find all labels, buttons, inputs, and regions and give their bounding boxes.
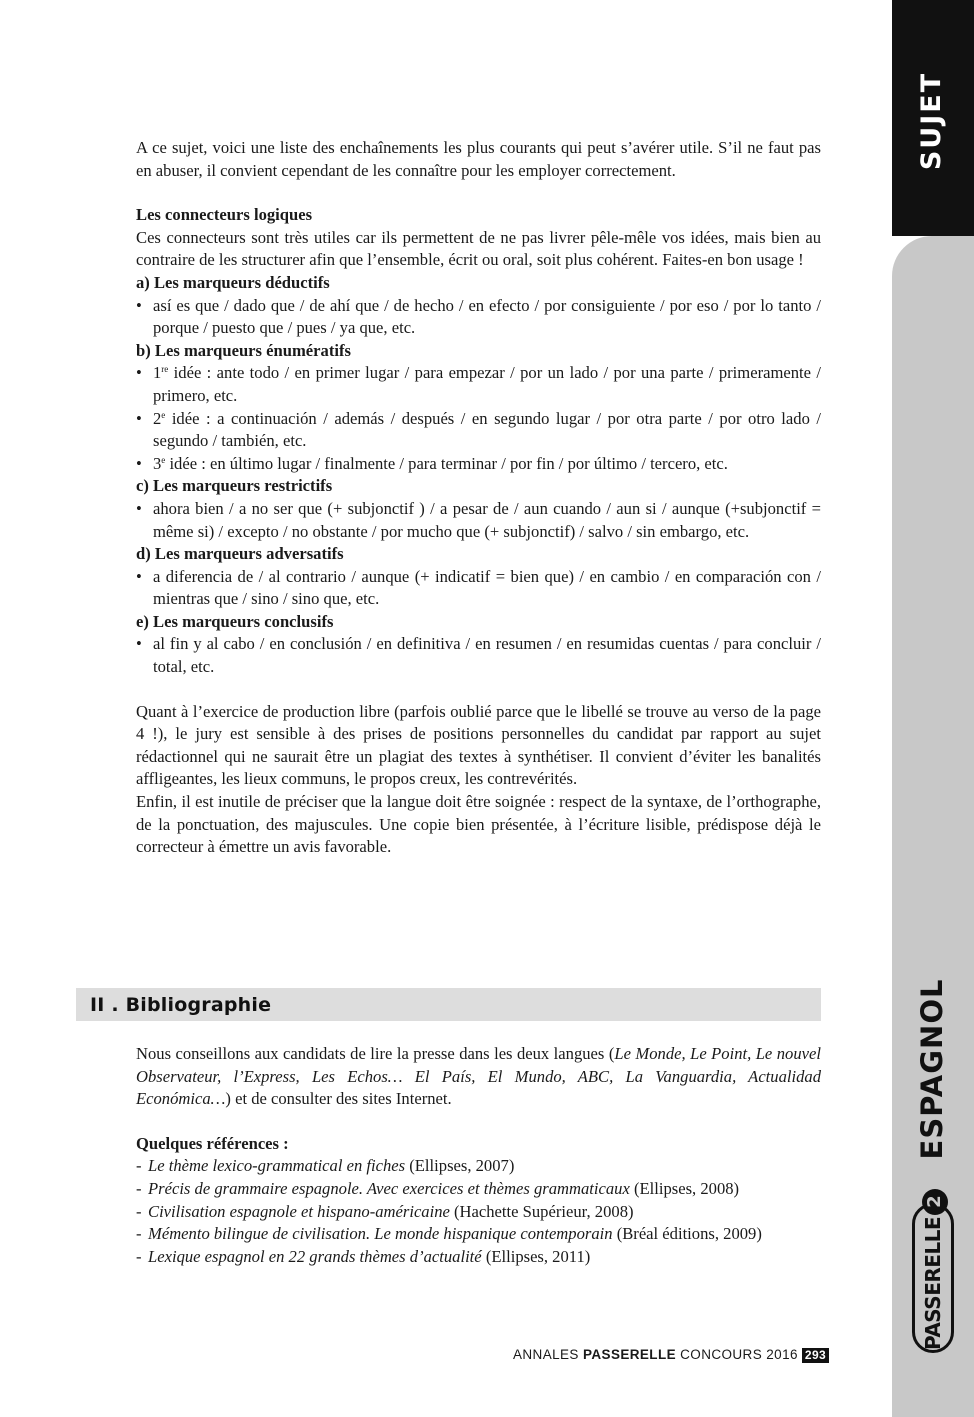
- sidebar-subject-label: ESPAGNOL: [915, 978, 949, 1160]
- connecteurs-paragraph: Ces connecteurs sont très utiles car ils permettent de ne pas livrer pêle-mêle vos idées, mais bien au contraire de les structurer afin que l’ensemble, écrit ou oral, soit plus cohérent. Faites-en bon usage !: [136, 227, 821, 270]
- main-text: [136, 137, 821, 859]
- connecteurs-heading: Les connecteurs logiques: [136, 205, 313, 225]
- adversatifs-heading: d) Les marqueurs adversatifs: [136, 544, 344, 564]
- bibliography: [136, 1043, 821, 1268]
- list-item: • así es que / dado que / de ahí que / de hecho / en efecto / por consiguiente / por eso / por lo tanto / porque / puesto que / pues / ya que, etc.: [136, 295, 821, 340]
- reference-item: - Précis de grammaire espagnole. Avec exercices et thèmes grammaticaux (Ellipses, 2008): [136, 1178, 740, 1198]
- page-number: 293: [802, 1348, 829, 1363]
- logo-number: 2: [922, 1189, 948, 1215]
- list-item: • ahora bien / a no ser que (+ subjonctif ) / a pesar de / aun cuando / aun si / aunque (+subjonctif = même si) / excepto / no obstante / por mucho que (+ subjonctif) / salvo / sin embargo, etc.: [136, 498, 821, 543]
- logo-text: PASSERELLE: [921, 1216, 945, 1350]
- biblio-intro: Nous conseillons aux candidats de lire la presse dans les deux langues (Le Monde, Le Point, Le nouvel Observateur, l’Express, Les Echos… El País, El Mundo, ABC, La Vanguardia, Actualidad Económica…) et de consulter des sites Internet.: [136, 1044, 821, 1109]
- reference-item: - Lexique espagnol en 22 grands thèmes d’actualité (Ellipses, 2011): [136, 1246, 591, 1266]
- references-heading: Quelques références :: [136, 1133, 289, 1153]
- list-item: • a diferencia de / al contrario / aunque (+ indicatif = bien que) / en cambio / en comparación con / mientras que / sino / sino que, etc.: [136, 566, 821, 611]
- reference-item: - Le thème lexico-grammatical en fiches (Ellipses, 2007): [136, 1156, 515, 1176]
- list-item: • 2e idée : a continuación / además / después / en segundo lugar / por otra parte / por otro lado / segundo / también, etc.: [136, 408, 821, 453]
- list-item: • al fin y al cabo / en conclusión / en definitiva / en resumen / en resumidas cuentas / para concluir / total, etc.: [136, 633, 821, 678]
- passerelle-logo: [912, 1195, 954, 1353]
- conclusifs-heading: e) Les marqueurs conclusifs: [136, 611, 334, 631]
- list-item: • 3e idée : en último lugar / finalmente / para terminar / por fin / por último / tercero, etc.: [136, 453, 821, 476]
- reference-item: - Civilisation espagnole et hispano-américaine (Hachette Supérieur, 2008): [136, 1201, 634, 1221]
- list-item: • 1re idée : ante todo / en primer lugar / para empezar / por un lado / por una parte / primeramente / primero, etc.: [136, 362, 821, 407]
- deductifs-heading: a) Les marqueurs déductifs: [136, 272, 330, 292]
- production-paragraph: Quant à l’exercice de production libre (parfois oublié parce que le libellé se trouve au verso de la page 4 !), le jury est sensible à des prises de positions personnelles du candidat par rapport au sujet rédactionnel qui ne saurait être un plagiat des textes à synthétiser. Il convient d’éviter les banalités affligeantes, les lieux communs, le propos creux, les contrevérités.: [136, 701, 821, 789]
- enumeratifs-heading: b) Les marqueurs énumératifs: [136, 340, 351, 360]
- reference-item: - Mémento bilingue de civilisation. Le monde hispanique contemporain (Bréal éditions, 2009): [136, 1224, 762, 1244]
- langue-paragraph: Enfin, il est inutile de préciser que la langue doit être soignée : respect de la syntaxe, de l’orthographe, de la ponctuation, des majuscules. Une copie bien présentée, à l’écriture lisible, prédispose déjà le correcteur à émettre un avis favorable.: [136, 792, 821, 857]
- intro-paragraph: A ce sujet, voici une liste des enchaînements les plus courants qui peut s’avérer utile. S’il ne faut pas en abuser, il convient cependant de les connaître pour les employer correctement.: [136, 138, 821, 180]
- page-footer: ANNALES PASSERELLE CONCOURS 2016 293: [513, 1347, 829, 1363]
- section-header: [76, 988, 821, 1021]
- restrictifs-heading: c) Les marqueurs restrictifs: [136, 476, 333, 496]
- section-title: II . Bibliographie: [90, 994, 272, 1016]
- sidebar-sujet-label: SUJET: [916, 71, 947, 171]
